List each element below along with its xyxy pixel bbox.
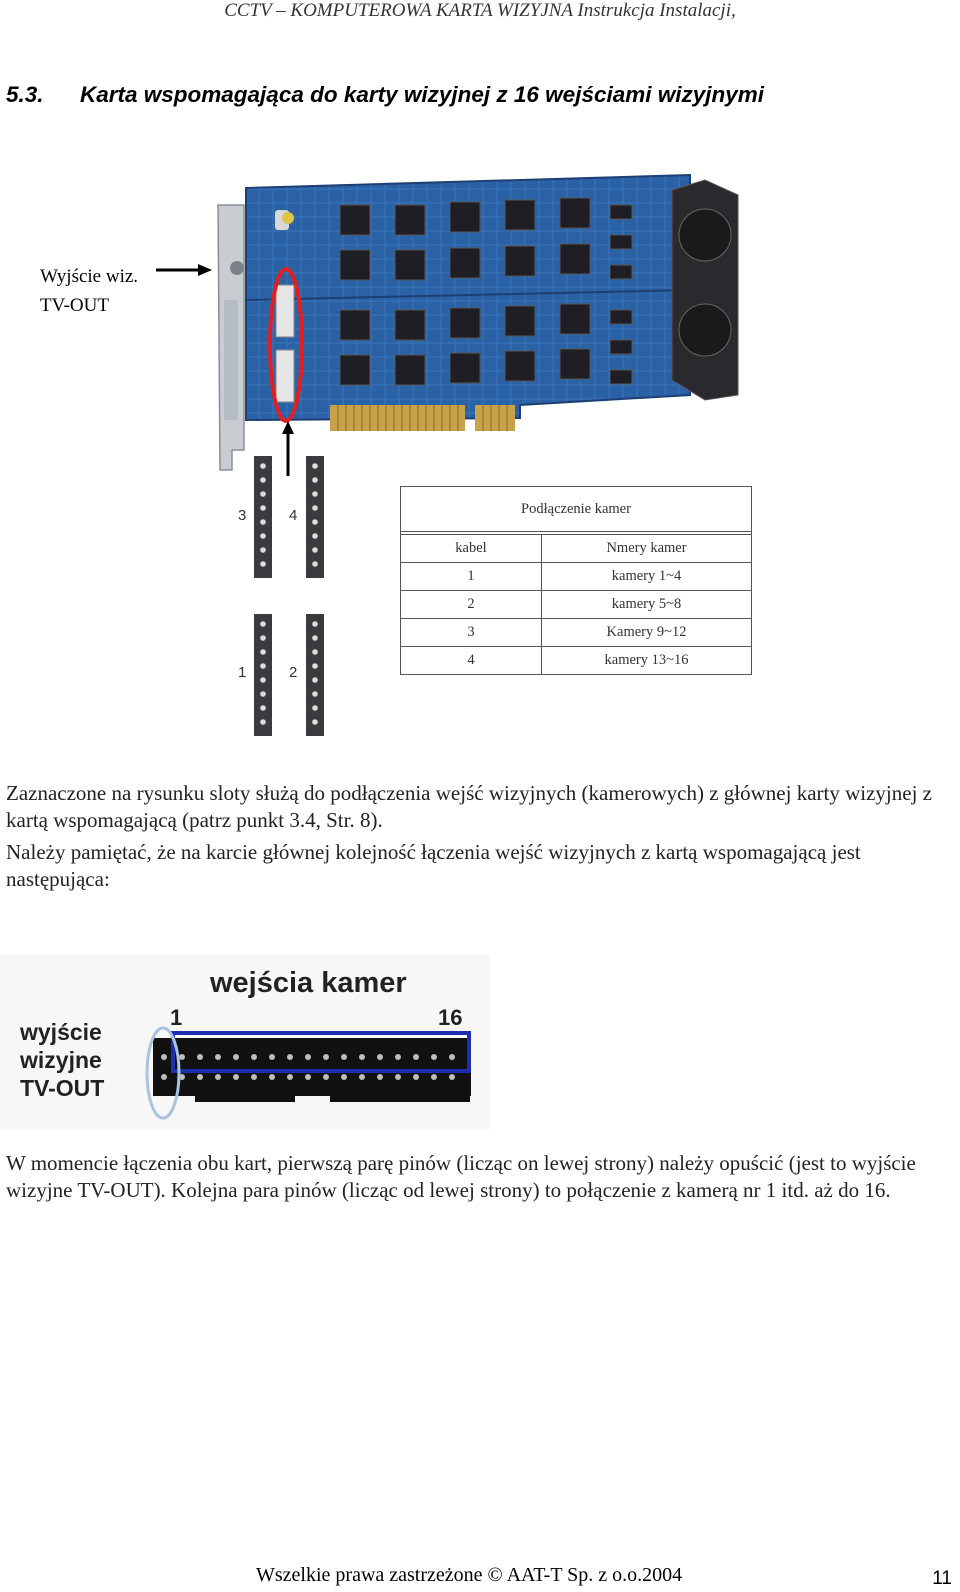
pin-order-figure	[0, 955, 490, 1130]
arrow-tvout	[198, 264, 212, 276]
connector-label-2: 2	[289, 664, 298, 681]
footer-copyright: Wszelkie prawa zastrzeżone © AAT-T Sp. z o.o.2004	[256, 1564, 683, 1586]
camera-cell: Kamery 9~12	[542, 619, 752, 647]
connector-label-1: 1	[238, 664, 247, 681]
camera-cell: kamery 5~8	[542, 591, 752, 619]
figure2-tvout-line3: TV-OUT	[20, 1075, 105, 1101]
figure2-tvout-line1: wyjście	[20, 1019, 102, 1045]
connector-label-3: 3	[238, 507, 247, 524]
callout-line-2: TV-OUT	[40, 295, 109, 316]
camera-table	[400, 486, 752, 675]
callout-line-1: Wyjście wiz.	[40, 266, 139, 287]
cable-cell: 1	[401, 563, 542, 591]
running-header: CCTV – KOMPUTEROWA KARTA WIZYJNA Instrukcja Instalacji,	[224, 0, 736, 21]
table-row	[401, 619, 752, 647]
table-caption: Podłączenie kamer	[401, 487, 752, 532]
table-row	[401, 563, 752, 591]
figure2-label-last: 16	[438, 1005, 463, 1030]
figure2-tvout-line2: wizyjne	[20, 1047, 102, 1073]
table-row	[401, 591, 752, 619]
camera-cell: kamery 13~16	[542, 647, 752, 675]
paragraph-1: Zaznaczone na rysunku sloty służą do podłączenia wejść wizyjnych (kamerowych) z głównej karty wizyjnej z kartą wspomagającą (patrz punkt 3.4, Str. 8).	[6, 781, 932, 832]
section-number: 5.3.	[6, 82, 44, 107]
cable-cell: 2	[401, 591, 542, 619]
figure2-title: wejścia kamer	[210, 967, 407, 999]
cable-cell: 4	[401, 647, 542, 675]
cable-cell: 3	[401, 619, 542, 647]
arrow-slots	[282, 421, 294, 434]
page-number: 11	[932, 1568, 952, 1589]
connector-label-4: 4	[289, 507, 298, 524]
pci-bracket	[218, 205, 244, 470]
camera-cell: kamery 1~4	[542, 563, 752, 591]
figure2-label-first: 1	[170, 1005, 183, 1030]
tvout-callout	[40, 262, 138, 320]
section-title: Karta wspomagająca do karty wizyjnej z 16 wejściami wizyjnymi	[80, 82, 765, 107]
table-row	[401, 647, 752, 675]
paragraph-3: W momencie łączenia obu kart, pierwszą parę pinów (licząc on lewej strony) należy opuścić (jest to wyjście wizyjne TV-OUT). Kolejna para pinów (licząc od lewej strony) to połączenie z kamerą nr 1 itd. aż do 16.	[6, 1151, 916, 1202]
header-cable: kabel	[401, 535, 542, 563]
paragraph-2: Należy pamiętać, że na karcie głównej kolejność łączenia wejść wizyjnych z kartą wspomagającą jest następująca:	[6, 840, 861, 891]
fans	[672, 180, 738, 400]
header-cameras: Nmery kamer	[542, 535, 752, 563]
